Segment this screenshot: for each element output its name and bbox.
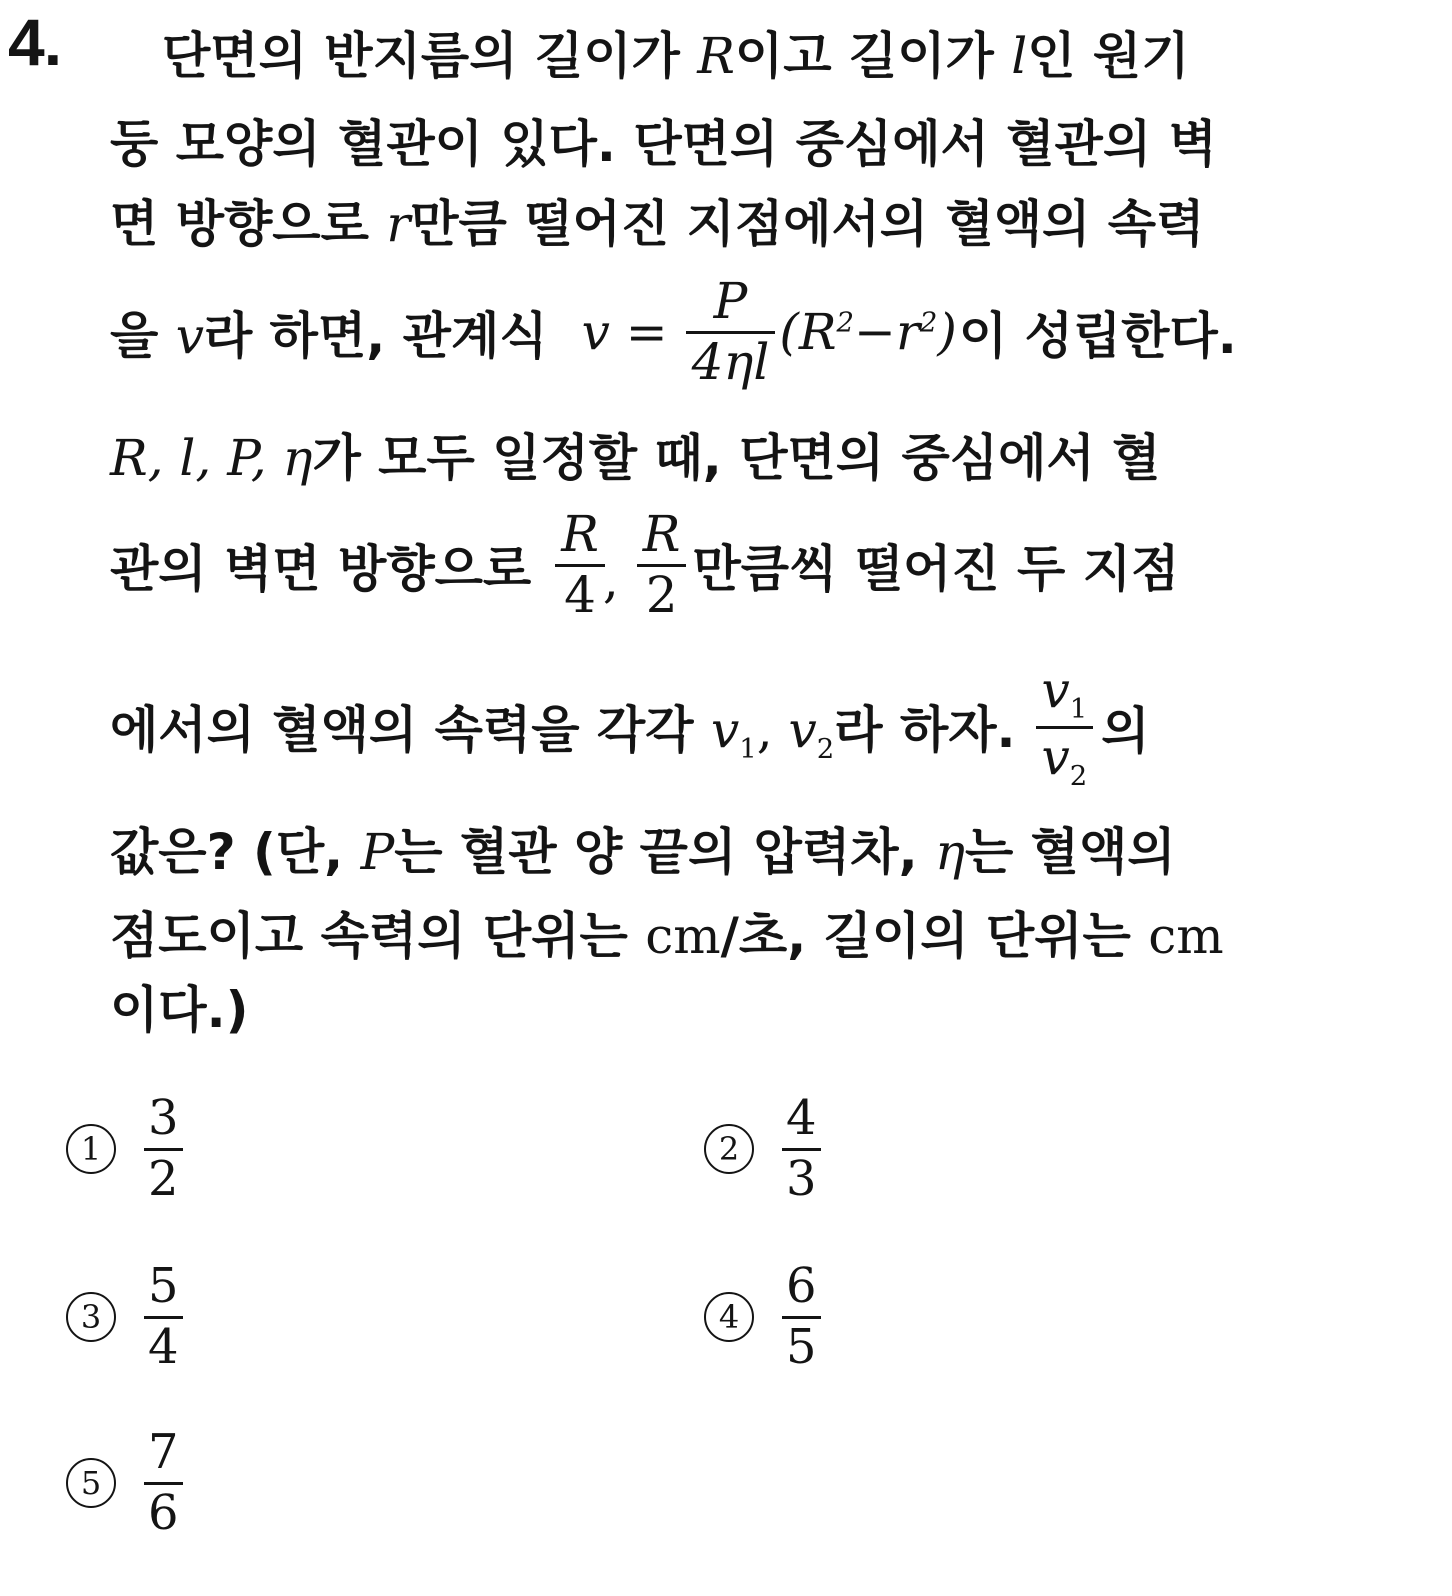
choice-fraction: $\frac{5}{4}$ bbox=[144, 1258, 183, 1376]
choice-number-circle: 5 bbox=[66, 1458, 116, 1508]
question-line-9: 점도이고 속력의 단위는 cm/초, 길이의 단위는 cm bbox=[110, 907, 1224, 965]
question-line-4: 을 v라 하면, 관계식 v = $\frac{P}{4\eta l}$ $(R^2-r^2)$ 이 성립한다. bbox=[110, 272, 1237, 391]
choice-number-circle: 2 bbox=[704, 1124, 754, 1174]
formula-fraction: $\frac{P}{4\eta l}$ bbox=[686, 273, 776, 391]
question-line-7: 에서의 혈액의 속력을 각각 $v_1$, $v_2$라 하자. $\frac{v_1}{v_2}$ 의 bbox=[110, 660, 1150, 792]
question-line-10: 이다.) bbox=[110, 981, 249, 1039]
choice-2[interactable] bbox=[704, 1090, 821, 1208]
formula-paren: $(R^2-r^2)$ bbox=[779, 303, 957, 361]
text-segment: 면 방향으로 r만큼 떨어진 지점에서의 혈액의 속력 bbox=[110, 195, 1205, 253]
question-line-8: 값은? (단, P는 혈관 양 끝의 압력차, η는 혈액의 bbox=[110, 823, 1176, 881]
choice-fraction: $\frac{4}{3}$ bbox=[782, 1090, 821, 1208]
question-line-2 bbox=[110, 100, 1370, 180]
choice-fraction: $\frac{7}{6}$ bbox=[144, 1424, 183, 1542]
fraction-r-over-4: $\frac{R}{4}$ bbox=[555, 506, 605, 624]
choice-number-circle: 4 bbox=[704, 1292, 754, 1342]
fraction-r-over-2: $\frac{R}{2}$ bbox=[637, 506, 687, 624]
question-line-1 bbox=[110, 12, 1370, 92]
choice-1[interactable] bbox=[66, 1090, 183, 1208]
formula-lhs: v = bbox=[581, 303, 668, 361]
choice-number-circle: 3 bbox=[66, 1292, 116, 1342]
choice-4[interactable] bbox=[704, 1258, 821, 1376]
question-number: 4. bbox=[8, 5, 62, 79]
question-line-5: R, l, P, η가 모두 일정할 때, 단면의 중심에서 혈 bbox=[110, 429, 1161, 487]
text-segment: 둥 모양의 혈관이 있다. 단면의 중심에서 혈관의 벽 bbox=[110, 115, 1217, 173]
question-line-3 bbox=[110, 180, 1370, 260]
text-segment: 단면의 반지름의 길이가 R이고 길이가 l인 원기 bbox=[162, 27, 1190, 85]
question-line-6: 관의 벽면 방향으로 $\frac{R}{4}$ , $\frac{R}{2}$ 만큼씩 떨어진 두 지점 bbox=[110, 505, 1180, 624]
choice-fraction: $\frac{6}{5}$ bbox=[782, 1258, 821, 1376]
fraction-v1-over-v2: $\frac{v_1}{v_2}$ bbox=[1036, 662, 1094, 792]
choice-fraction: $\frac{3}{2}$ bbox=[144, 1090, 183, 1208]
choice-5[interactable] bbox=[66, 1424, 183, 1542]
choice-3[interactable] bbox=[66, 1258, 183, 1376]
choice-number-circle: 1 bbox=[66, 1124, 116, 1174]
